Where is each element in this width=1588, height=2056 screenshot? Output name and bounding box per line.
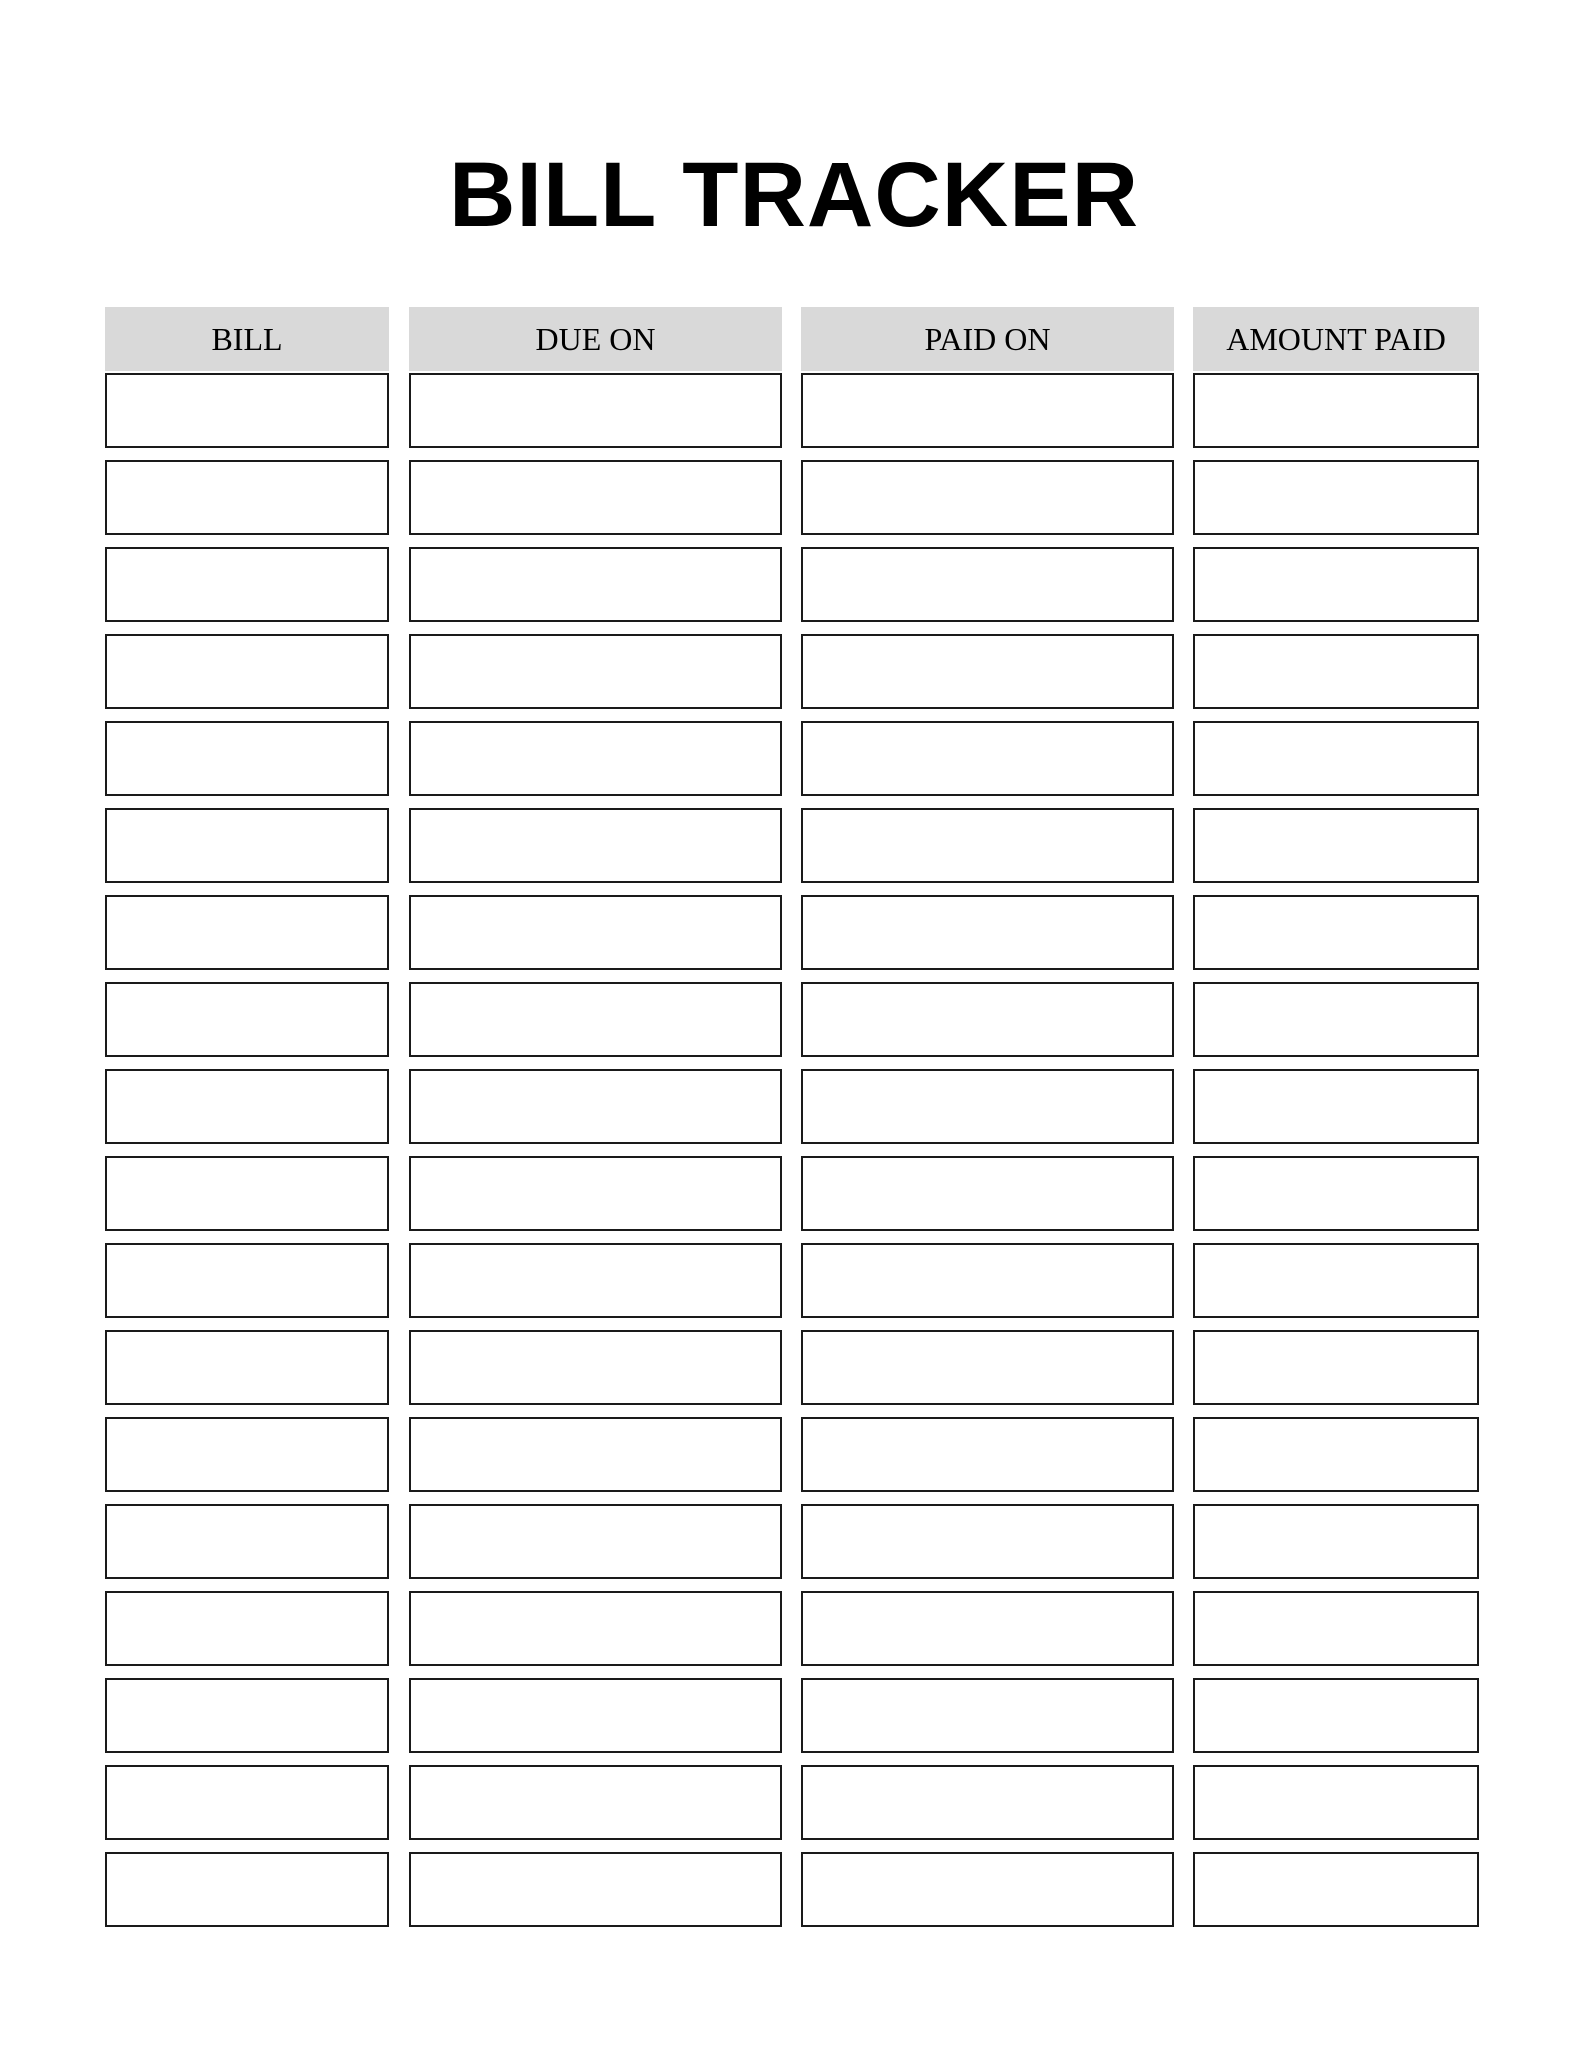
cell-bill[interactable]	[105, 1678, 389, 1753]
cell-due-on[interactable]	[409, 1504, 782, 1579]
cell-amount-paid[interactable]	[1193, 1504, 1479, 1579]
cell-bill[interactable]	[105, 1243, 389, 1318]
column-paid-on	[801, 307, 1174, 1939]
cells-paid-on	[801, 373, 1174, 1927]
cell-paid-on[interactable]	[801, 1156, 1174, 1231]
cell-amount-paid[interactable]	[1193, 1330, 1479, 1405]
cell-amount-paid[interactable]	[1193, 1852, 1479, 1927]
cell-amount-paid[interactable]	[1193, 982, 1479, 1057]
cell-amount-paid[interactable]	[1193, 1069, 1479, 1144]
cell-bill[interactable]	[105, 460, 389, 535]
cells-amount-paid	[1193, 373, 1479, 1927]
cell-due-on[interactable]	[409, 721, 782, 796]
cell-bill[interactable]	[105, 1852, 389, 1927]
cell-bill[interactable]	[105, 721, 389, 796]
column-header-amount-paid: AMOUNT PAID	[1193, 307, 1479, 371]
cell-amount-paid[interactable]	[1193, 1156, 1479, 1231]
page-title: BILL TRACKER	[448, 144, 1140, 246]
cell-paid-on[interactable]	[801, 982, 1174, 1057]
cell-bill[interactable]	[105, 808, 389, 883]
cell-amount-paid[interactable]	[1193, 895, 1479, 970]
cell-paid-on[interactable]	[801, 1069, 1174, 1144]
cell-amount-paid[interactable]	[1193, 1678, 1479, 1753]
cell-amount-paid[interactable]	[1193, 547, 1479, 622]
cell-due-on[interactable]	[409, 1330, 782, 1405]
column-header-paid-on: PAID ON	[801, 307, 1174, 371]
cell-paid-on[interactable]	[801, 721, 1174, 796]
cell-paid-on[interactable]	[801, 634, 1174, 709]
cell-paid-on[interactable]	[801, 1765, 1174, 1840]
cell-due-on[interactable]	[409, 1765, 782, 1840]
cell-amount-paid[interactable]	[1193, 1417, 1479, 1492]
cell-amount-paid[interactable]	[1193, 808, 1479, 883]
cell-due-on[interactable]	[409, 1852, 782, 1927]
cell-due-on[interactable]	[409, 1156, 782, 1231]
cell-due-on[interactable]	[409, 808, 782, 883]
cell-due-on[interactable]	[409, 982, 782, 1057]
cell-paid-on[interactable]	[801, 1504, 1174, 1579]
cell-due-on[interactable]	[409, 634, 782, 709]
cell-due-on[interactable]	[409, 373, 782, 448]
cells-bill	[105, 373, 389, 1927]
cell-paid-on[interactable]	[801, 460, 1174, 535]
cell-amount-paid[interactable]	[1193, 1243, 1479, 1318]
cell-amount-paid[interactable]	[1193, 1591, 1479, 1666]
cell-due-on[interactable]	[409, 1069, 782, 1144]
cell-bill[interactable]	[105, 895, 389, 970]
cell-paid-on[interactable]	[801, 808, 1174, 883]
cell-due-on[interactable]	[409, 547, 782, 622]
cell-bill[interactable]	[105, 373, 389, 448]
cell-bill[interactable]	[105, 1765, 389, 1840]
cell-bill[interactable]	[105, 1417, 389, 1492]
cell-bill[interactable]	[105, 634, 389, 709]
cell-amount-paid[interactable]	[1193, 460, 1479, 535]
cell-paid-on[interactable]	[801, 373, 1174, 448]
cell-due-on[interactable]	[409, 460, 782, 535]
cell-bill[interactable]	[105, 982, 389, 1057]
cell-due-on[interactable]	[409, 1678, 782, 1753]
cell-paid-on[interactable]	[801, 1417, 1174, 1492]
column-due-on	[409, 307, 782, 1939]
cell-bill[interactable]	[105, 1156, 389, 1231]
cell-due-on[interactable]	[409, 1243, 782, 1318]
column-bill	[105, 307, 389, 1939]
cell-paid-on[interactable]	[801, 1678, 1174, 1753]
cell-due-on[interactable]	[409, 1417, 782, 1492]
cells-due-on	[409, 373, 782, 1927]
cell-amount-paid[interactable]	[1193, 721, 1479, 796]
cell-amount-paid[interactable]	[1193, 634, 1479, 709]
cell-paid-on[interactable]	[801, 1243, 1174, 1318]
column-amount-paid	[1193, 307, 1479, 1939]
cell-bill[interactable]	[105, 1330, 389, 1405]
cell-due-on[interactable]	[409, 1591, 782, 1666]
cell-bill[interactable]	[105, 547, 389, 622]
cell-bill[interactable]	[105, 1591, 389, 1666]
cell-amount-paid[interactable]	[1193, 373, 1479, 448]
cell-paid-on[interactable]	[801, 547, 1174, 622]
cell-bill[interactable]	[105, 1069, 389, 1144]
cell-bill[interactable]	[105, 1504, 389, 1579]
cell-paid-on[interactable]	[801, 1330, 1174, 1405]
column-header-bill: BILL	[105, 307, 389, 371]
cell-paid-on[interactable]	[801, 1852, 1174, 1927]
cell-paid-on[interactable]	[801, 895, 1174, 970]
cell-due-on[interactable]	[409, 895, 782, 970]
column-header-due-on: DUE ON	[409, 307, 782, 371]
cell-paid-on[interactable]	[801, 1591, 1174, 1666]
cell-amount-paid[interactable]	[1193, 1765, 1479, 1840]
